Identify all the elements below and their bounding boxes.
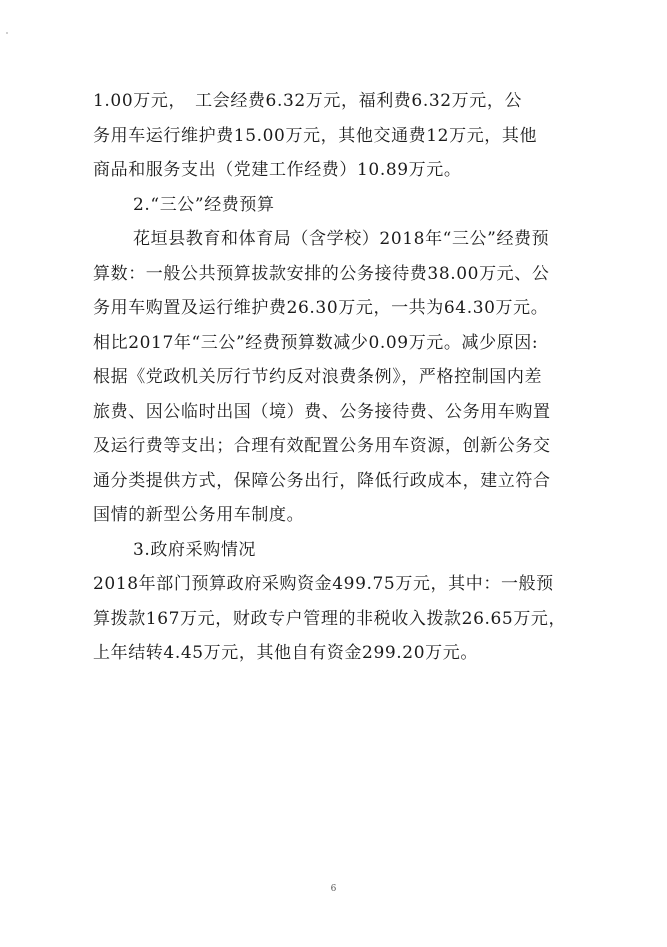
text-line: 及运行费等支出；合理有效配置公务用车资源，创新公务交	[93, 436, 551, 456]
page-number: 6	[330, 884, 337, 894]
text-line: 商品和服务支出（党建工作经费）10.89万元。	[93, 160, 462, 180]
text-line: 根据《党政机关厉行节约反对浪费条例》，严格控制国内差	[93, 367, 543, 387]
text-line: 算数：一般公共预算拔款安排的公务接待费38.00万元、公	[93, 263, 550, 284]
text-line: 上年结转4.45万元，其他自有资金299.20万元。	[93, 643, 478, 663]
text-line: 算拨款167万元，财政专户管理的非税收入拨款26.65万元，	[93, 608, 567, 629]
text-line: 通分类提供方式，保障公务出行，降低行政成本，建立符合	[93, 470, 551, 491]
text-line: 国情的新型公务用车制度。	[93, 505, 305, 525]
text-line: 花垣县教育和体育局（含学校）2018年“三公”经费预	[133, 229, 550, 249]
text-line: 务用车购置及运行维护费26.30万元，一共为64.30万元。	[93, 298, 549, 318]
text-line: 相比2017年“三公”经费预算数减少0.09万元。减少原因:	[93, 332, 539, 353]
text-line: 1.00万元， 工会经费6.32万元，福利费6.32万元，公	[93, 91, 523, 111]
section-heading: 3.政府采购情况	[133, 539, 257, 560]
section-heading: 2.“三公”经费预算	[133, 194, 275, 215]
document-body	[93, 84, 583, 671]
text-line: 旅费、因公临时出国（境）费、公务接待费、公务用车购置	[93, 401, 551, 422]
text-line: 务用车运行维护费15.00万元，其他交通费12万元，其他	[93, 125, 538, 146]
text-line: 2018年部门预算政府采购资金499.75万元，其中：一般预	[93, 574, 554, 594]
scan-speck	[6, 32, 8, 34]
